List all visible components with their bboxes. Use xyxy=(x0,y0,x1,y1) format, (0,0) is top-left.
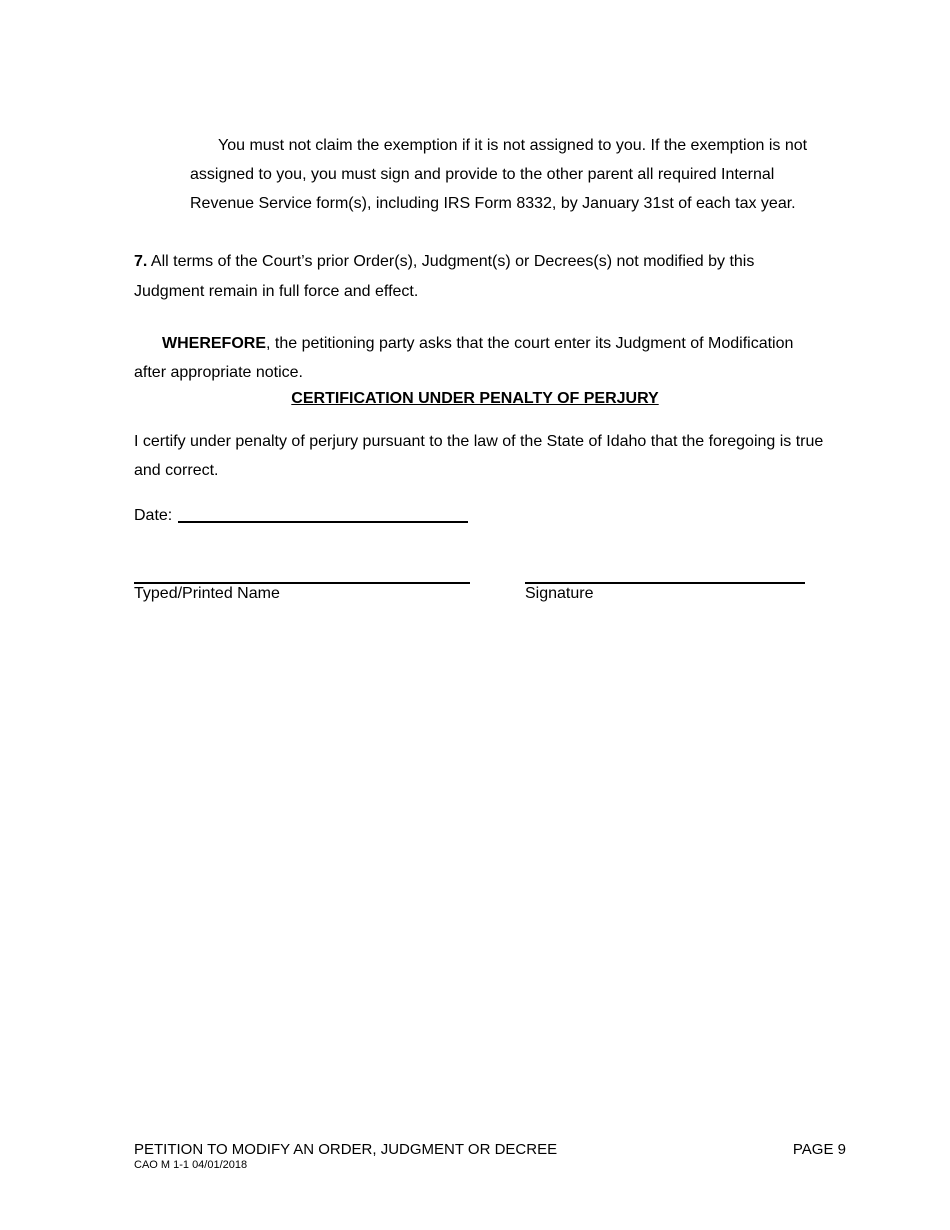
wherefore-text: , the petitioning party asks that the court enter its Judgment of Modification after appropriate notice. xyxy=(134,335,794,381)
exemption-paragraph: You must not claim the exemption if it is not assigned to you. If the exemption is not assigned to you, you must sign and provide to the other parent all required Internal Revenue Service form(s), including IRS Form 8332, by January 31st of each tax year. xyxy=(190,137,808,212)
footer-page-number: PAGE 9 xyxy=(792,1141,846,1158)
printed-name-label: Typed/Printed Name xyxy=(134,585,280,602)
certification-text: I certify under penalty of perjury pursuant to the law of the State of Idaho that the foregoing is true and correct. xyxy=(134,433,824,479)
signature-label: Signature xyxy=(525,585,594,602)
date-blank-line[interactable] xyxy=(178,521,468,523)
signature-blank-line[interactable] xyxy=(525,582,805,584)
date-field-row xyxy=(134,507,468,525)
footer-title: PETITION TO MODIFY AN ORDER, JUDGMENT OR DECREE xyxy=(134,1141,558,1158)
item-7-paragraph xyxy=(134,247,824,307)
item-7-text: All terms of the Court’s prior Order(s), Judgment(s) or Decrees(s) not modified by this Judgment remain in full force and effect. xyxy=(134,253,755,300)
wherefore-lead: WHEREFORE xyxy=(162,335,266,352)
item-7-number: 7. xyxy=(134,253,148,270)
date-label: Date: xyxy=(134,507,173,524)
certification-heading: CERTIFICATION UNDER PENALTY OF PERJURY xyxy=(291,390,659,407)
wherefore-paragraph xyxy=(134,329,824,387)
footer-form-code: CAO M 1-1 04/01/2018 xyxy=(134,1159,248,1171)
printed-name-blank-line[interactable] xyxy=(134,582,470,584)
